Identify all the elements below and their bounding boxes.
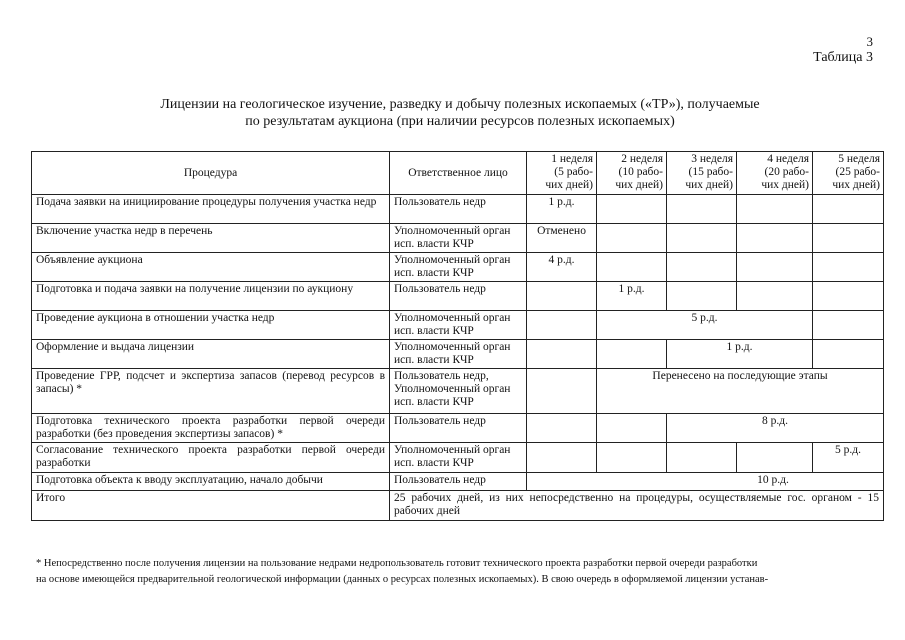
table-row xyxy=(32,253,884,282)
document-title xyxy=(60,96,860,130)
duration-cell: Перенесено на последующие этапы xyxy=(597,369,884,414)
header-row xyxy=(32,152,884,195)
responsible-cell: Пользователь недр xyxy=(390,195,527,224)
empty-cell xyxy=(527,340,597,369)
responsible-line: Уполномоченный орган исп. власти КЧР xyxy=(394,383,511,408)
empty-cell xyxy=(667,253,737,282)
empty-cell xyxy=(597,195,667,224)
procedure-cell: Подача заявки на инициирование процедуры получения участка недр xyxy=(32,195,390,224)
empty-cell xyxy=(813,282,884,311)
empty-cell xyxy=(737,195,813,224)
empty-cell xyxy=(813,253,884,282)
responsible-cell: Уполномоченный орган исп. власти КЧР xyxy=(390,311,527,340)
duration-cell: 1 р.д. xyxy=(667,340,813,369)
duration-cell: 1 р.д. xyxy=(527,195,597,224)
footnote-line: на основе имеющейся предварительной геологической информации (данных о ресурсах полезных ископаемых). В свою очередь в оформляемой лицензии устанав- xyxy=(36,574,769,585)
header-week-5: 5 неделя (25 рабо- чих дней) xyxy=(813,152,884,195)
procedure-cell: Проведение аукциона в отношении участка недр xyxy=(32,311,390,340)
empty-cell xyxy=(597,253,667,282)
header-responsible: Ответственное лицо xyxy=(390,152,527,195)
empty-cell xyxy=(667,443,737,473)
empty-cell xyxy=(813,195,884,224)
procedure-cell: Согласование технического проекта разработки первой очереди разработки xyxy=(32,443,390,473)
empty-cell xyxy=(597,224,667,253)
responsible-cell xyxy=(390,369,527,414)
responsible-cell: Пользователь недр xyxy=(390,282,527,311)
table-row xyxy=(32,195,884,224)
header-week-1: 1 неделя (5 рабо- чих дней) xyxy=(527,152,597,195)
empty-cell xyxy=(737,282,813,311)
empty-cell xyxy=(527,282,597,311)
footnote xyxy=(36,556,882,588)
title-line: по результатам аукциона (при наличии ресурсов полезных ископаемых) xyxy=(245,114,675,129)
empty-cell xyxy=(597,414,667,443)
header-week-4: 4 неделя (20 рабо- чих дней) xyxy=(737,152,813,195)
header-procedure: Процедура xyxy=(32,152,390,195)
table-row xyxy=(32,224,884,253)
empty-cell xyxy=(813,224,884,253)
procedure-cell: Проведение ГРР, подсчет и экспертиза запасов (перевод ресурсов в запасы) * xyxy=(32,369,390,414)
table-row xyxy=(32,414,884,443)
responsible-cell: Уполномоченный орган исп. власти КЧР xyxy=(390,443,527,473)
table-row xyxy=(32,443,884,473)
empty-cell xyxy=(527,369,597,414)
empty-cell xyxy=(737,253,813,282)
header-week-3: 3 неделя (15 рабо- чих дней) xyxy=(667,152,737,195)
empty-cell xyxy=(597,443,667,473)
license-procedure-table xyxy=(31,151,884,521)
responsible-cell: Пользователь недр xyxy=(390,473,527,491)
empty-cell xyxy=(597,340,667,369)
total-value: 25 рабочих дней, из них непосредственно на процедуры, осуществляемые гос. органом - 15 рабочих дней xyxy=(390,491,884,521)
empty-cell xyxy=(813,311,884,340)
duration-cell: 10 р.д. xyxy=(527,473,884,491)
footnote-line: * Непосредственно после получения лицензии на пользование недрами недропользователь готовит технического проекта разработки первой очереди разработки xyxy=(36,558,758,569)
table-label: Таблица 3 xyxy=(813,50,873,65)
duration-cell: 5 р.д. xyxy=(813,443,884,473)
responsible-cell: Уполномоченный орган исп. власти КЧР xyxy=(390,340,527,369)
empty-cell xyxy=(527,311,597,340)
empty-cell xyxy=(737,224,813,253)
table-row xyxy=(32,282,884,311)
duration-cell: 8 р.д. xyxy=(667,414,884,443)
responsible-cell: Уполномоченный орган исп. власти КЧР xyxy=(390,253,527,282)
empty-cell xyxy=(527,414,597,443)
responsible-line: Пользователь недр, xyxy=(394,370,489,382)
total-label: Итого xyxy=(32,491,390,521)
procedure-cell: Объявление аукциона xyxy=(32,253,390,282)
procedure-cell: Подготовка и подача заявки на получение лицензии по аукциону xyxy=(32,282,390,311)
title-line: Лицензии на геологическое изучение, разведку и добычу полезных ископаемых («ТР»), получаемые xyxy=(160,97,760,112)
duration-cell: 4 р.д. xyxy=(527,253,597,282)
procedure-cell: Включение участка недр в перечень xyxy=(32,224,390,253)
empty-cell xyxy=(813,340,884,369)
page-number: 3 xyxy=(866,34,873,49)
empty-cell xyxy=(667,195,737,224)
duration-cell: 1 р.д. xyxy=(597,282,667,311)
table-row xyxy=(32,311,884,340)
empty-cell xyxy=(527,443,597,473)
empty-cell xyxy=(737,443,813,473)
table-row xyxy=(32,340,884,369)
procedure-cell: Подготовка объекта к вводу эксплуатацию, начало добычи xyxy=(32,473,390,491)
table-row xyxy=(32,473,884,491)
table-row xyxy=(32,369,884,414)
responsible-cell: Уполномоченный орган исп. власти КЧР xyxy=(390,224,527,253)
responsible-cell: Пользователь недр xyxy=(390,414,527,443)
empty-cell xyxy=(667,282,737,311)
duration-cell: Отменено xyxy=(527,224,597,253)
procedure-cell: Оформление и выдача лицензии xyxy=(32,340,390,369)
empty-cell xyxy=(667,224,737,253)
header-week-2: 2 неделя (10 рабо- чих дней) xyxy=(597,152,667,195)
procedure-cell: Подготовка технического проекта разработки первой очереди разработки (без проведения экспертизы запасов) * xyxy=(32,414,390,443)
total-row xyxy=(32,491,884,521)
duration-cell: 5 р.д. xyxy=(597,311,813,340)
